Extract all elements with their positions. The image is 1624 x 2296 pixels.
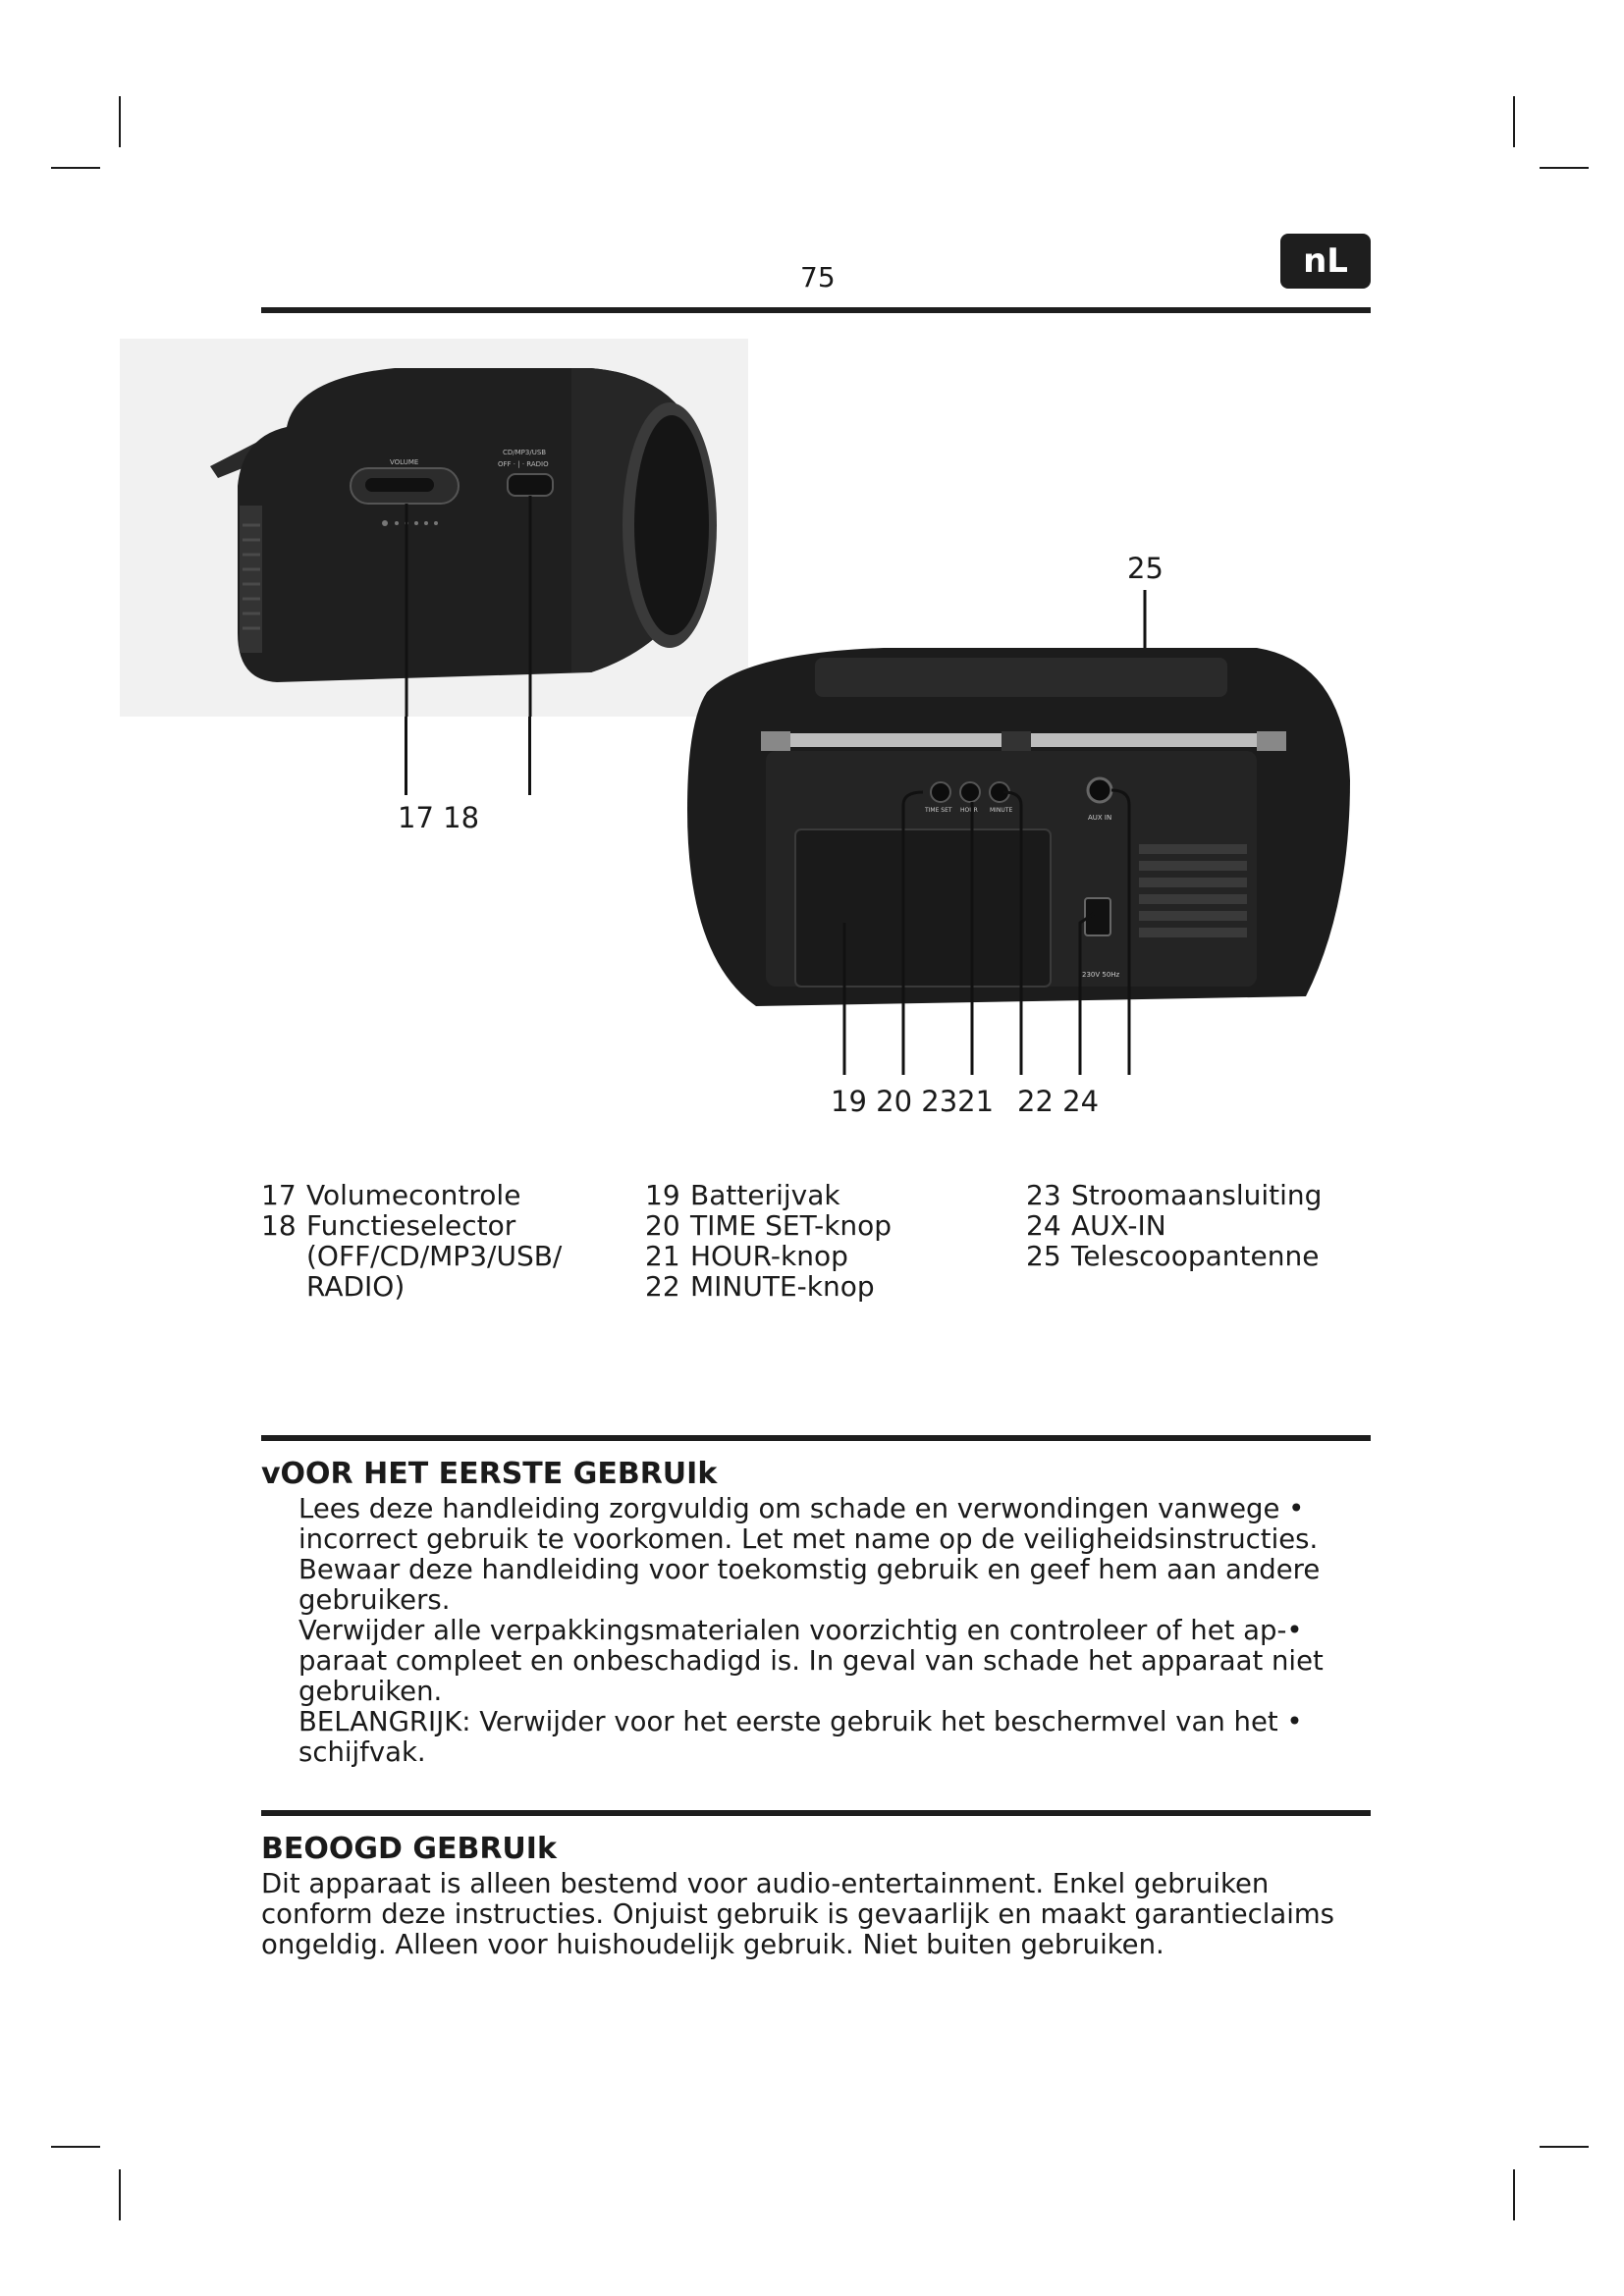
text-line: Bewaar deze handleiding voor toekomstig gebruik en geef hem aan andere <box>298 1554 1321 1585</box>
legend-item: 19 Batterijvak <box>645 1179 840 1211</box>
crop-mark <box>1540 167 1589 169</box>
section-title-first-use: vOOR HET EERSTE GEBRUIk <box>261 1457 718 1491</box>
legend-item: 18 Functieselector <box>261 1209 516 1242</box>
section-title-intended-use: BEOOGD GEBRUIk <box>261 1832 557 1866</box>
volume-label: VOLUME <box>390 458 419 466</box>
section-rule <box>261 1810 1371 1816</box>
text-line: schijfvak. <box>298 1736 426 1768</box>
callout-19-20-23-21: 19 20 2321 <box>831 1085 995 1118</box>
time-set-label: TIME SET <box>925 807 952 814</box>
text-line: conform deze instructies. Onjuist gebruik is gevaarlijk en maakt garantieclaims <box>261 1898 1334 1930</box>
legend-item: 23 Stroomaansluiting <box>1026 1179 1323 1211</box>
header-rule <box>261 307 1371 313</box>
radio-back-view-photo <box>648 584 1375 1095</box>
legend-item: 21 HOUR-knop <box>645 1240 848 1272</box>
legend-column-3 <box>1026 1180 1322 1271</box>
text-line: Verwijder alle verpakkingsmaterialen voorzichtig en controleer of het ap-• <box>298 1615 1303 1646</box>
crop-mark <box>1513 2169 1515 2220</box>
first-use-paragraph <box>298 1494 1324 1768</box>
legend-item-continuation: (OFF/CD/MP3/USB/ <box>306 1240 563 1272</box>
section-rule <box>261 1435 1371 1441</box>
page-number: 75 <box>800 261 836 294</box>
crop-mark <box>119 96 121 147</box>
legend-column-1 <box>261 1180 562 1302</box>
crop-mark <box>1540 2146 1589 2148</box>
legend-item: 22 MINUTE-knop <box>645 1270 875 1303</box>
crop-mark <box>1513 96 1515 147</box>
crop-mark <box>119 2169 121 2220</box>
minute-label: MINUTE <box>990 807 1013 814</box>
legend-item: 17 Volumecontrole <box>261 1179 521 1211</box>
leader-line <box>528 717 531 795</box>
power-rating-label: 230V 50Hz <box>1082 971 1120 979</box>
text-line: Dit apparaat is alleen bestemd voor audio-entertainment. Enkel gebruiken <box>261 1868 1270 1899</box>
text-line: gebruikers. <box>298 1584 451 1616</box>
language-badge: nL <box>1280 234 1371 289</box>
leader-line <box>405 717 407 795</box>
legend-item: 25 Telescoopantenne <box>1026 1240 1320 1272</box>
callout-17-18: 17 18 <box>398 801 480 834</box>
crop-mark <box>51 2146 100 2148</box>
hour-label: HOUR <box>960 807 978 814</box>
text-line: paraat compleet en onbeschadigd is. In geval van schade het apparaat niet <box>298 1645 1324 1677</box>
legend-item: 24 AUX-IN <box>1026 1209 1166 1242</box>
legend-column-2 <box>645 1180 892 1302</box>
crop-mark <box>51 167 100 169</box>
text-line: ongeldig. Alleen voor huishoudelijk gebruik. Niet buiten gebruiken. <box>261 1929 1164 1960</box>
intended-use-paragraph <box>261 1869 1334 1960</box>
legend-item: 20 TIME SET-knop <box>645 1209 893 1242</box>
text-line: BELANGRIJK: Verwijder voor het eerste gebruik het beschermvel van het • <box>298 1706 1303 1737</box>
text-line: gebruiken. <box>298 1676 443 1707</box>
callout-25: 25 <box>1127 552 1164 585</box>
text-line: incorrect gebruik te voorkomen. Let met name op de veiligheidsinstructies. <box>298 1523 1319 1555</box>
legend-item-continuation: RADIO) <box>306 1270 406 1303</box>
callout-22-24: 22 24 <box>1017 1085 1100 1118</box>
text-line: Lees deze handleiding zorgvuldig om schade en verwondingen vanwege • <box>298 1493 1305 1524</box>
aux-in-label: AUX IN <box>1088 814 1112 822</box>
function-label: CD/MP3/USB <box>503 449 547 456</box>
switch-positions-label: OFF · | · RADIO <box>498 460 549 468</box>
